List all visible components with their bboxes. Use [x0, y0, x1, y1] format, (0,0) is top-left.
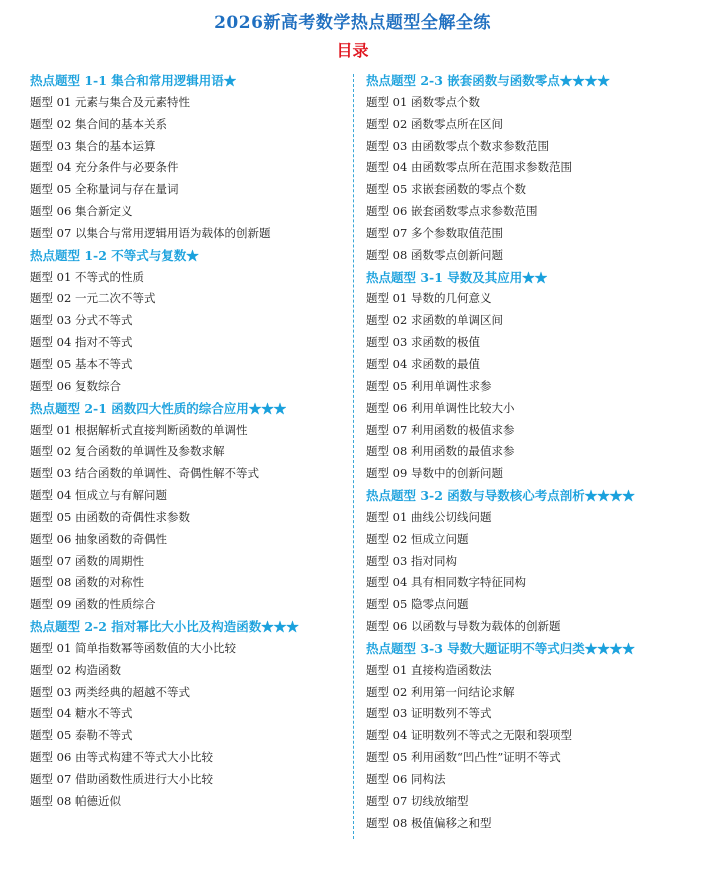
toc-entry[interactable]: 题型 08 函数的对称性 — [30, 575, 144, 590]
toc-entry[interactable]: 题型 08 极值偏移之和型 — [366, 815, 492, 830]
toc-entry[interactable]: 题型 08 函数零点创新问题 — [366, 247, 503, 262]
toc-entry[interactable]: 题型 07 以集合与常用逻辑用语为载体的创新题 — [30, 225, 271, 240]
toc-entry[interactable]: 题型 06 复数综合 — [30, 378, 121, 393]
toc-section-heading[interactable]: 热点题型 3-2 函数与导数核心考点剖析★★★★ — [366, 488, 635, 504]
toc-entry[interactable]: 题型 06 由等式构建不等式大小比较 — [30, 750, 213, 765]
toc-entry[interactable]: 题型 03 结合函数的单调性、奇偶性解不等式 — [30, 466, 259, 481]
toc-entry[interactable]: 题型 06 以函数与导数为载体的创新题 — [366, 619, 561, 634]
toc-entry[interactable]: 题型 02 一元二次不等式 — [30, 291, 156, 306]
toc-entry[interactable]: 题型 01 导数的几何意义 — [366, 291, 492, 306]
toc-entry[interactable]: 题型 07 函数的周期性 — [30, 553, 144, 568]
toc-section-heading[interactable]: 热点题型 3-3 导数大题证明不等式归类★★★★ — [366, 640, 635, 656]
toc-entry[interactable]: 题型 08 利用函数的最值求参 — [366, 444, 515, 459]
toc-entry[interactable]: 题型 07 借助函数性质进行大小比较 — [30, 772, 213, 786]
toc-section-heading[interactable]: 热点题型 2-3 嵌套函数与函数零点★★★★ — [366, 73, 610, 88]
toc-entry[interactable]: 题型 02 函数零点所在区间 — [366, 116, 503, 131]
toc-entry[interactable]: 题型 03 两类经典的超越不等式 — [30, 684, 190, 699]
toc-entry[interactable]: 题型 04 证明数列不等式之无限和裂项型 — [366, 728, 572, 743]
toc-entry[interactable]: 题型 05 全称量词与存在量词 — [30, 182, 179, 197]
toc-entry[interactable]: 题型 05 由函数的奇偶性求参数 — [30, 509, 190, 524]
toc-entry[interactable]: 题型 03 证明数列不等式 — [366, 706, 492, 721]
toc-entry[interactable]: 题型 06 集合新定义 — [30, 204, 133, 219]
toc-section-heading[interactable]: 热点题型 2-2 指对幂比大小比及构造函数★★★ — [30, 619, 299, 635]
toc-entry[interactable]: 题型 04 糖水不等式 — [30, 706, 133, 721]
toc-entry[interactable]: 题型 03 集合的基本运算 — [30, 138, 156, 153]
toc-entry[interactable]: 题型 04 充分条件与必要条件 — [30, 160, 179, 175]
toc-entry[interactable]: 题型 05 泰勒不等式 — [30, 728, 133, 743]
toc-entry[interactable]: 题型 09 导数中的创新问题 — [366, 466, 503, 481]
toc-entry[interactable]: 题型 04 由函数零点所在范围求参数范围 — [366, 160, 572, 175]
toc-entry[interactable]: 题型 08 帕德近似 — [30, 793, 121, 808]
toc-section-heading[interactable]: 热点题型 1-1 集合和常用逻辑用语★ — [30, 73, 237, 88]
toc-right-column — [366, 70, 686, 835]
page-title: 2026新高考数学热点题型全解全练 — [214, 13, 491, 33]
toc-entry[interactable]: 题型 06 同构法 — [366, 772, 446, 786]
toc-entry[interactable]: 题型 02 复合函数的单调性及参数求解 — [30, 444, 225, 459]
toc-entry[interactable]: 题型 01 根据解析式直接判断函数的单调性 — [30, 422, 248, 437]
toc-entry[interactable]: 题型 01 函数零点个数 — [366, 94, 480, 109]
toc-entry[interactable]: 题型 04 指对不等式 — [30, 335, 133, 350]
toc-entry[interactable]: 题型 04 求函数的最值 — [366, 356, 480, 371]
column-divider — [353, 74, 354, 839]
toc-entry[interactable]: 题型 05 利用单调性求参 — [366, 378, 492, 393]
toc-entry[interactable]: 题型 03 求函数的极值 — [366, 335, 480, 350]
toc-entry[interactable]: 题型 01 直接构造函数法 — [366, 662, 492, 677]
toc-entry[interactable]: 题型 04 具有相同数字特征同构 — [366, 575, 526, 590]
toc-entry[interactable]: 题型 01 简单指数幂等函数值的大小比较 — [30, 640, 236, 655]
toc-entry[interactable]: 题型 05 利用函数“凹凸性”证明不等式 — [366, 750, 561, 765]
toc-entry[interactable]: 题型 01 不等式的性质 — [30, 269, 144, 284]
toc-entry[interactable]: 题型 04 恒成立与有解问题 — [30, 488, 167, 503]
toc-entry[interactable]: 题型 06 嵌套函数零点求参数范围 — [366, 204, 538, 219]
toc-section-heading[interactable]: 热点题型 3-1 导数及其应用★★ — [366, 269, 548, 285]
toc-entry[interactable]: 题型 05 求嵌套函数的零点个数 — [366, 182, 526, 197]
toc-entry[interactable]: 题型 03 分式不等式 — [30, 313, 133, 328]
toc-entry[interactable]: 题型 06 利用单调性比较大小 — [366, 400, 515, 415]
toc-entry[interactable]: 题型 03 指对同构 — [366, 553, 457, 568]
toc-entry[interactable]: 题型 09 函数的性质综合 — [30, 597, 156, 612]
toc-entry[interactable]: 题型 07 利用函数的极值求参 — [366, 422, 515, 437]
toc-entry[interactable]: 题型 02 构造函数 — [30, 662, 121, 677]
toc-entry[interactable]: 题型 02 集合间的基本关系 — [30, 116, 167, 131]
toc-entry[interactable]: 题型 07 切线放缩型 — [366, 793, 469, 808]
toc-heading: 目录 — [336, 41, 369, 60]
toc-entry[interactable]: 题型 02 恒成立问题 — [366, 531, 469, 546]
toc-entry[interactable]: 题型 02 求函数的单调区间 — [366, 313, 503, 328]
toc-entry[interactable]: 题型 02 利用第一问结论求解 — [366, 684, 515, 699]
toc-entry[interactable]: 题型 06 抽象函数的奇偶性 — [30, 531, 167, 546]
toc-entry[interactable]: 题型 07 多个参数取值范围 — [366, 225, 503, 240]
toc-section-heading[interactable]: 热点题型 2-1 函数四大性质的综合应用★★★ — [30, 400, 287, 416]
toc-entry[interactable]: 题型 05 基本不等式 — [30, 356, 133, 371]
toc-entry[interactable]: 题型 05 隐零点问题 — [366, 597, 469, 612]
toc-entry[interactable]: 题型 01 曲线公切线问题 — [366, 509, 492, 524]
toc-entry[interactable]: 题型 03 由函数零点个数求参数范围 — [366, 138, 549, 153]
toc-section-heading[interactable]: 热点题型 1-2 不等式与复数★ — [30, 247, 199, 263]
toc-left-column — [30, 70, 350, 813]
toc-entry[interactable]: 题型 01 元素与集合及元素特性 — [30, 94, 190, 109]
